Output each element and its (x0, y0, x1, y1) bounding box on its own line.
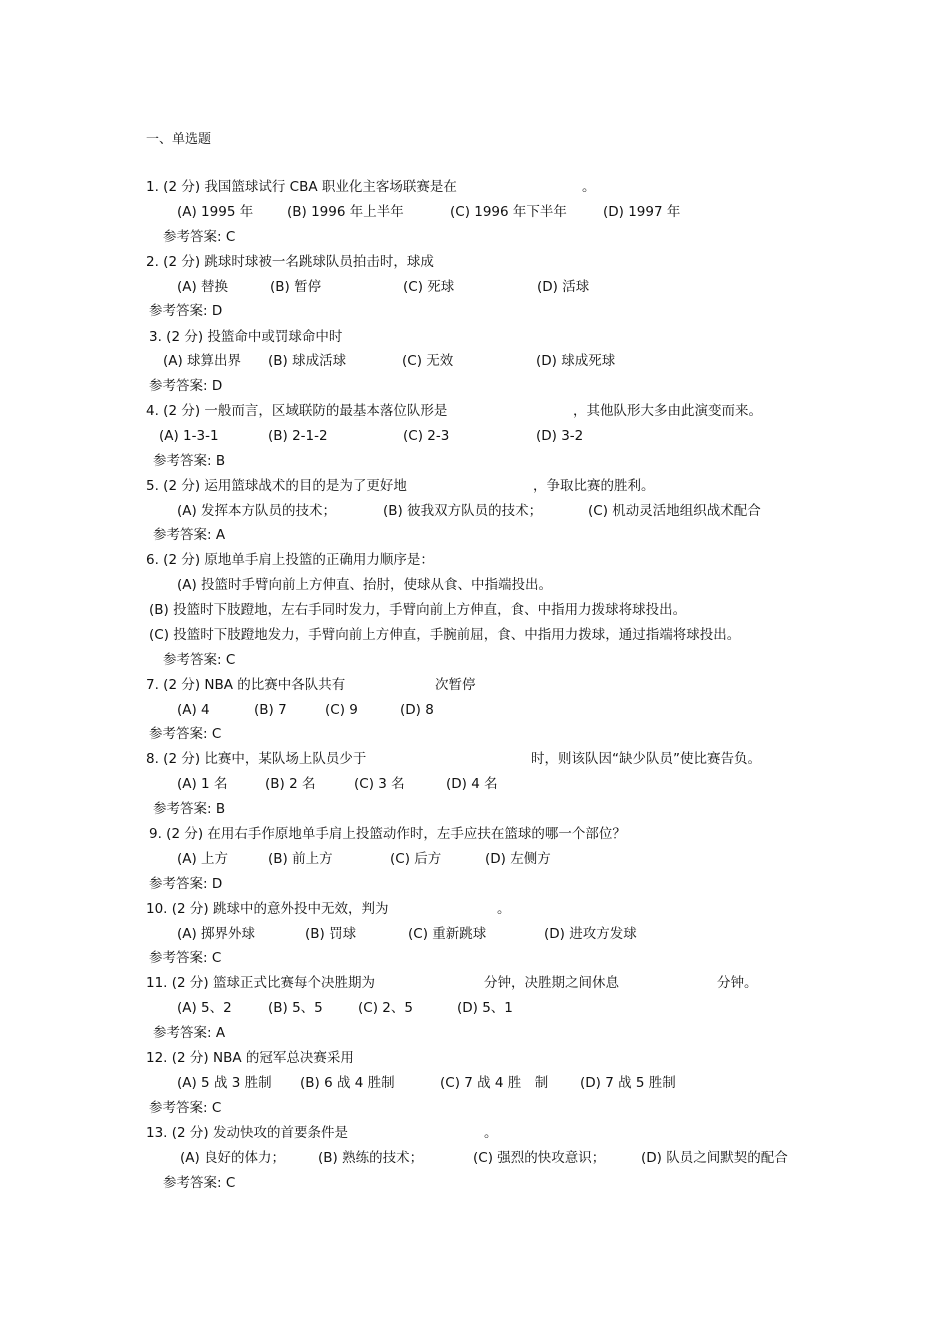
question-13-stem: 13. (2 分) 发动快攻的首要条件是 (146, 1125, 348, 1141)
question-4-tail: ，其他队形大多由此演变而来。 (573, 403, 762, 419)
q1-option-d: (D) 1997 年 (603, 204, 681, 220)
q2-option-a: (A) 替换 (177, 279, 229, 295)
q8-answer: 参考答案: B (153, 801, 226, 817)
question-10-stem: 10. (2 分) 跳球中的意外投中无效，判为 (146, 901, 389, 917)
q9-answer: 参考答案: D (149, 876, 223, 892)
q13-option-b: (B) 熟练的技术； (318, 1150, 424, 1166)
q10-option-d: (D) 进攻方发球 (544, 926, 637, 942)
question-13-tail: 。 (484, 1125, 498, 1141)
q7-option-a: (A) 4 (177, 702, 210, 718)
q7-option-c: (C) 9 (325, 702, 358, 718)
question-11-tail: 分钟，决胜期之间休息 (484, 975, 619, 991)
q5-answer: 参考答案: A (153, 527, 226, 543)
question-7-tail: 次暂停 (435, 677, 476, 693)
q9-option-b: (B) 前上方 (268, 851, 333, 867)
q5-option-c: (C) 机动灵活地组织战术配合 (588, 503, 761, 519)
q3-option-a: (A) 球算出界 (163, 353, 242, 369)
q4-answer: 参考答案: B (153, 453, 226, 469)
q12-option-d: (D) 7 战 5 胜制 (580, 1075, 676, 1091)
question-3-stem: 3. (2 分) 投篮命中或罚球命中时 (149, 329, 343, 345)
q10-option-b: (B) 罚球 (305, 926, 357, 942)
q12-option-a: (A) 5 战 3 胜制 (177, 1075, 272, 1091)
question-8-stem: 8. (2 分) 比赛中，某队场上队员少于 (146, 751, 367, 767)
q13-option-c: (C) 强烈的快攻意识； (473, 1150, 606, 1166)
q3-option-d: (D) 球成死球 (536, 353, 616, 369)
q12-option-b: (B) 6 战 4 胜制 (300, 1075, 395, 1091)
q8-option-d: (D) 4 名 (446, 776, 498, 792)
q3-option-b: (B) 球成活球 (268, 353, 347, 369)
question-1-stem: 1. (2 分) 我国篮球试行 CBA 职业化主客场联赛是在 (146, 179, 457, 195)
q8-option-b: (B) 2 名 (265, 776, 316, 792)
q1-option-c: (C) 1996 年下半年 (450, 204, 567, 220)
question-11-tail2: 分钟。 (717, 975, 758, 991)
q8-option-c: (C) 3 名 (354, 776, 405, 792)
q2-option-b: (B) 暂停 (270, 279, 322, 295)
q1-answer: 参考答案: C (163, 229, 236, 245)
q4-option-b: (B) 2-1-2 (268, 428, 328, 444)
q11-option-d: (D) 5、1 (457, 1000, 513, 1016)
q1-option-a: (A) 1995 年 (177, 204, 254, 220)
q7-answer: 参考答案: C (149, 726, 222, 742)
q11-answer: 参考答案: A (153, 1025, 226, 1041)
question-11-stem: 11. (2 分) 篮球正式比赛每个决胜期为 (146, 975, 375, 991)
q6-option-c: (C) 投篮时下肢蹬地发力，手臂向前上方伸直，手腕前屈，食、中指用力拨球，通过指端将球投出。 (149, 627, 741, 643)
q8-option-a: (A) 1 名 (177, 776, 228, 792)
q4-option-c: (C) 2-3 (403, 428, 450, 444)
q5-option-a: (A) 发挥本方队员的技术； (177, 503, 337, 519)
q6-option-a: (A) 投篮时手臂向前上方伸直、抬肘，使球从食、中指端投出。 (177, 577, 553, 593)
q13-option-d: (D) 队员之间默契的配合 (641, 1150, 788, 1166)
q11-option-c: (C) 2、5 (358, 1000, 413, 1016)
q12-option-c: (C) 7 战 4 胜 制 (440, 1075, 549, 1091)
q13-answer: 参考答案: C (163, 1175, 236, 1191)
question-5-stem: 5. (2 分) 运用篮球战术的目的是为了更好地 (146, 478, 407, 494)
q2-answer: 参考答案: D (149, 303, 223, 319)
q2-option-d: (D) 活球 (537, 279, 590, 295)
q13-option-a: (A) 良好的体力； (180, 1150, 286, 1166)
q3-answer: 参考答案: D (149, 378, 223, 394)
q10-option-c: (C) 重新跳球 (408, 926, 487, 942)
section-title: 一、单选题 (146, 132, 212, 147)
q10-answer: 参考答案: C (149, 950, 222, 966)
q9-option-c: (C) 后方 (390, 851, 442, 867)
q6-option-b: (B) 投篮时下肢蹬地，左右手同时发力，手臂向前上方伸直，食、中指用力拨球将球投出。 (149, 602, 687, 618)
question-12-stem: 12. (2 分) NBA 的冠军总决赛采用 (146, 1050, 354, 1066)
q3-option-c: (C) 无效 (402, 353, 454, 369)
q2-option-c: (C) 死球 (403, 279, 455, 295)
question-8-tail: 时，则该队因“缺少队员”使比赛告负。 (531, 751, 761, 767)
q11-option-a: (A) 5、2 (177, 1000, 232, 1016)
question-4-stem: 4. (2 分) 一般而言，区域联防的最基本落位队形是 (146, 403, 448, 419)
q1-option-b: (B) 1996 年上半年 (287, 204, 404, 220)
question-6-stem: 6. (2 分) 原地单手肩上投篮的正确用力顺序是： (146, 552, 434, 568)
question-7-stem: 7. (2 分) NBA 的比赛中各队共有 (146, 677, 346, 693)
q9-option-d: (D) 左侧方 (485, 851, 551, 867)
question-5-tail: ，争取比赛的胜利。 (533, 478, 655, 494)
question-2-stem: 2. (2 分) 跳球时球被一名跳球队员拍击时，球成 (146, 254, 434, 270)
q7-option-d: (D) 8 (400, 702, 434, 718)
q4-option-a: (A) 1-3-1 (159, 428, 219, 444)
question-9-stem: 9. (2 分) 在用右手作原地单手肩上投篮动作时，左手应扶在篮球的哪一个部位？ (149, 826, 626, 842)
q12-answer: 参考答案: C (149, 1100, 222, 1116)
q9-option-a: (A) 上方 (177, 851, 229, 867)
q10-option-a: (A) 掷界外球 (177, 926, 256, 942)
question-10-tail: 。 (497, 901, 511, 917)
question-1-tail: 。 (582, 179, 596, 195)
q7-option-b: (B) 7 (254, 702, 287, 718)
q6-answer: 参考答案: C (163, 652, 236, 668)
q4-option-d: (D) 3-2 (536, 428, 584, 444)
q5-option-b: (B) 彼我双方队员的技术； (383, 503, 543, 519)
q11-option-b: (B) 5、5 (268, 1000, 323, 1016)
